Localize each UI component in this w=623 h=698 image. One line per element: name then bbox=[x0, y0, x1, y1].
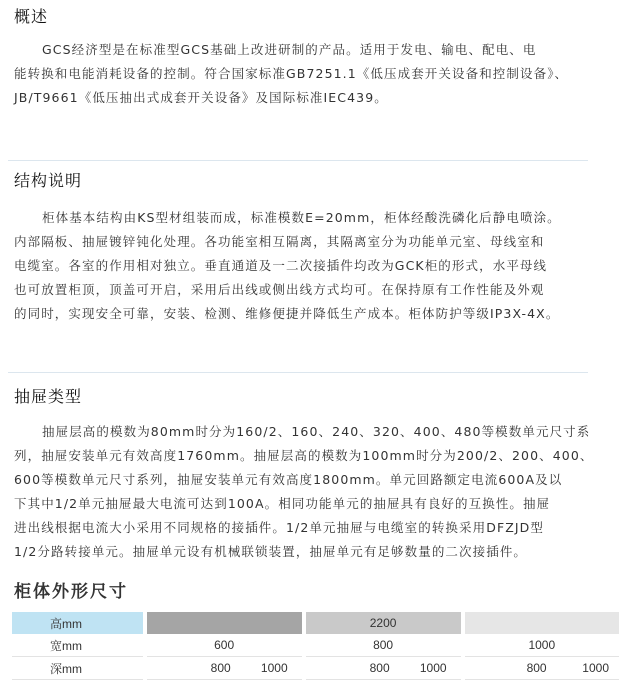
section-divider bbox=[8, 372, 588, 373]
depth-value: 1000 bbox=[582, 661, 609, 675]
width-label: 宽mm bbox=[12, 634, 143, 657]
drawer-title: 抽屉类型 bbox=[14, 387, 83, 406]
dimensions-table bbox=[8, 612, 623, 680]
drawer-line: 600等模数单元尺寸系列，抽屉安装单元有效高度1800mm。单元回路额定电流600A及以 bbox=[14, 472, 563, 487]
height-label: 高mm bbox=[12, 612, 143, 634]
structure-line: 柜体基本结构由KS型材组装而成，标准模数E=20mm，柜体经酸洗磷化后静电喷涂。 bbox=[42, 210, 561, 225]
structure-line: 内部隔板、抽屉镀锌钝化处理。各功能室相互隔离，其隔离室分为功能单元室、母线室和 bbox=[14, 234, 545, 249]
drawer-line: 下其中1/2单元抽屉最大电流可达到100A。相同功能单元的抽屉具有良好的互换性。抽屉 bbox=[14, 496, 551, 511]
depth-value: 1000 bbox=[419, 661, 447, 675]
overview-line: JB/T9661《低压抽出式成套开关设备》及国际标准IEC439。 bbox=[14, 90, 388, 105]
depth-value: 1000 bbox=[260, 661, 288, 675]
depth-cell bbox=[465, 657, 619, 680]
overview-line: GCS经济型是在标准型GCS基础上改进研制的产品。适用于发电、输电、配电、电 bbox=[42, 42, 537, 57]
drawer-line: 抽屉层高的模数为80mm时分为160/2、160、240、320、400、480等模数单元尺寸系 bbox=[42, 424, 591, 439]
structure-paragraph bbox=[14, 206, 594, 326]
overview-title: 概述 bbox=[14, 7, 49, 26]
depth-value: 800 bbox=[369, 661, 390, 675]
structure-line: 电缆室。各室的作用相对独立。垂直通道及一二次接插件均改为GCK柜的形式，水平母线 bbox=[14, 258, 548, 273]
height-row bbox=[12, 612, 619, 634]
dimensions-title: 柜体外形尺寸 bbox=[14, 582, 128, 602]
drawer-line: 1/2分路转接单元。抽屉单元设有机械联锁装置，抽屉单元有足够数量的二次接插件。 bbox=[14, 544, 528, 559]
drawer-line: 进出线根据电流大小采用不同规格的接插件。1/2单元抽屉与电缆室的转换采用DFZJD型 bbox=[14, 520, 545, 535]
depth-row bbox=[12, 657, 619, 680]
depth-value: 800 bbox=[210, 661, 231, 675]
width-value: 1000 bbox=[465, 634, 619, 657]
overview-line: 能转换和电能消耗设备的控制。符合国家标准GB7251.1《低压成套开关设备和控制设备》、 bbox=[14, 66, 569, 81]
drawer-line: 列，抽屉安装单元有效高度1760mm。抽屉层高的模数为100mm时分为200/2、200、400、 bbox=[14, 448, 594, 463]
height-cell-1000 bbox=[465, 612, 619, 634]
structure-line: 也可放置柜顶，顶盖可开启，采用后出线或侧出线方式均可。在保持原有工作性能及外观 bbox=[14, 282, 545, 297]
height-value: 2200 bbox=[306, 612, 461, 634]
depth-label: 深mm bbox=[12, 657, 143, 680]
width-value: 600 bbox=[147, 634, 302, 657]
depth-cell bbox=[306, 657, 461, 680]
structure-title: 结构说明 bbox=[14, 171, 83, 190]
drawer-paragraph bbox=[14, 420, 594, 564]
depth-cell bbox=[147, 657, 302, 680]
width-row bbox=[12, 634, 619, 657]
overview-paragraph bbox=[14, 38, 594, 110]
depth-value: 800 bbox=[526, 661, 547, 675]
width-value: 800 bbox=[306, 634, 461, 657]
section-divider bbox=[8, 160, 588, 161]
height-cell-600 bbox=[147, 612, 302, 634]
structure-line: 的同时，实现安全可靠，安装、检测、维修便捷并降低生产成本。柜体防护等级IP3X-4X。 bbox=[14, 306, 560, 321]
